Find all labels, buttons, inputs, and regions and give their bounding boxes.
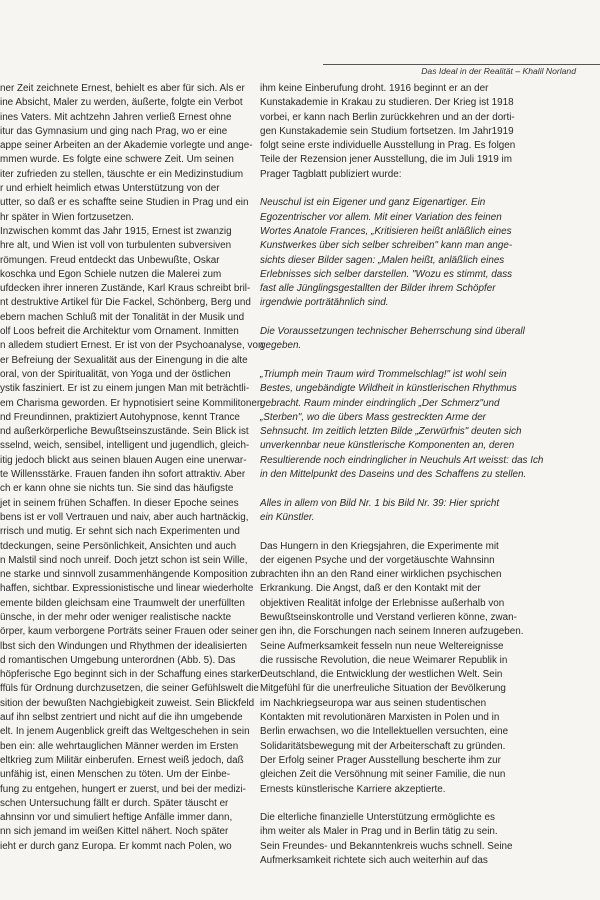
text-line: Der Erfolg seiner Prager Ausstellung bescherte ihm zur xyxy=(260,754,501,766)
quote-line: Resultierende noch eindringlicher in Neuchuls Art weisst: das Ich xyxy=(260,454,544,466)
text-line: mmen wurde. Es folgte eine schwere Zeit. Um seinen xyxy=(0,154,234,166)
text-line: eltkrieg zum Militär einberufen. Ernest weiß jedoch, daß xyxy=(0,754,244,766)
text-line: auf ihn selbst zentriert und nicht auf die ihn umgebende xyxy=(0,712,243,724)
paragraph-gap xyxy=(260,354,538,368)
text-line: ufdecken ihrer inneren Zustände, Karl Kraus schreibt bril- xyxy=(0,283,251,295)
text-line: ch er kann ohne sie nichts tun. Sie sind das häufigste xyxy=(0,483,234,495)
quote-line: sichts dieser Bilder sagen: „Malen heißt, anläßlich eines xyxy=(260,254,505,266)
text-line: ihm keine Einberufung droht. 1916 beginnt er an der xyxy=(260,83,489,94)
text-line: hr später in Wien fortzusetzen. xyxy=(0,211,134,223)
text-line: Prager Tagblatt publiziert wurde: xyxy=(260,168,402,180)
text-line: unfähig ist, einen Menschen zu töten. Um der Einbe- xyxy=(0,769,230,781)
text-line: iter zufrieden zu stellen, täuschte er ein Medizinstudium xyxy=(0,168,244,180)
text-line: objektiven Realität infolge der Erlebnisse außerhalb von xyxy=(260,597,505,609)
text-line: gen ihn, die Forschungen nach seinem Inneren aufzugeben. xyxy=(260,626,524,638)
text-line: ebern machen Schluß mit der Tonalität in der Musik und xyxy=(0,311,245,323)
text-line: sselnd, weich, sensibel, intelligent und jugendlich, gleich- xyxy=(0,440,250,452)
text-line: ben ein: alle wehrtauglichen Männer werden im Ersten xyxy=(0,740,239,752)
quote-line: Bestes, ungebändigte Wildheit in künstlerischen Rhythmus xyxy=(260,383,517,395)
quote-line: gegeben. xyxy=(260,340,302,352)
quote-line: irgendwie porträtähnlich sind. xyxy=(260,297,389,309)
text-line: Kunstakademie in Krakau zu studieren. Der Krieg ist 1918 xyxy=(260,97,514,109)
text-line: Solidaritätsbewegung mit der Arbeiterschaft zu gründen. xyxy=(260,740,506,752)
text-line: schen Untersuchung fällt er durch. Später täuscht er xyxy=(0,797,229,809)
text-line: ne starke und sinnvoll zusammenhängende Komposition zu xyxy=(0,569,261,581)
text-line: römungen. Freud entdeckt das Unbewußte, Oskar xyxy=(0,254,220,266)
paragraph-gap xyxy=(260,482,538,496)
text-line: nd Freundinnen, praktiziert Autohypnose, kennt Trance xyxy=(0,411,240,423)
text-line: lbst sich den Windungen und Rhythmen der idealisierten xyxy=(0,640,248,652)
text-line: itur das Gymnasium und ging nach Prag, wo er eine xyxy=(0,125,228,137)
text-line: ner Zeit zeichnete Ernest, behielt es aber für sich. Als er xyxy=(0,83,245,94)
text-line: nt destruktive Artikel für Die Fackel, Schönberg, Berg und xyxy=(0,297,251,309)
text-line: Sein Freundes- und Bekanntenkreis wuchs schnell. Seine xyxy=(260,840,513,852)
quote-line: Kunstwerkes über sich selber schreiben" kann man ange- xyxy=(260,240,513,252)
text-line: ine Absicht, Maler zu werden, äußerte, folgte ein Verbot xyxy=(0,97,243,109)
text-line: Die elterliche finanzielle Unterstützung ermöglichte es xyxy=(260,812,495,824)
header-rule xyxy=(323,64,600,65)
text-line: r und erhielt heimlich etwas Unterstützung von der xyxy=(0,183,220,195)
text-line: Inzwischen kommt das Jahr 1915, Ernest ist zwanzig xyxy=(0,225,232,237)
text-line: Aufmerksamkeit richtete sich auch weiterhin auf das xyxy=(260,855,488,867)
running-header: Das Ideal in der Realität – Khalil Norland xyxy=(421,66,576,76)
text-line: emente bilden gleichsam eine Traumwelt der unerfüllten xyxy=(0,597,245,609)
text-line: utter, so daß er es schaffte seine Studien in Prag und ein xyxy=(0,197,249,209)
text-line: ffüls für Ordnung durchzusetzen, die seiner Gefühlswelt die xyxy=(0,683,259,695)
text-line: nn sich jemand im weißen Kittel nähert. Noch später xyxy=(0,826,229,838)
quote-line: in den Mittelpunkt des Daseins und des Schaffens zu stellen. xyxy=(260,469,527,481)
text-line: ystik fasziniert. Er ist zu einem jungen Man mit beträchtli- xyxy=(0,383,250,395)
paragraph-gap xyxy=(260,182,538,196)
text-line: em Charisma geworden. Er hypnotisiert seine Kommilitonen xyxy=(0,397,263,409)
text-line: vorbei, er kann nach Berlin zurückkehren und an der dorti- xyxy=(260,111,515,123)
text-line: nd außerkörperliche Bewußtseinszustände. Sein Blick ist xyxy=(0,426,249,438)
quote-line: Alles in allem von Bild Nr. 1 bis Bild Nr. 39: Hier spricht xyxy=(260,497,500,509)
text-line: olf Loos befreit die Architektur vom Ornament. Inmitten xyxy=(0,326,239,338)
text-line: Seine Aufmerksamkeit fesseln nun neue Weltereignisse xyxy=(260,640,504,652)
quote-line: Die Voraussetzungen technischer Beherrschung sind überall xyxy=(260,326,525,338)
text-line: elt. In jenem Augenblick greift das Weltgeschehen in sein xyxy=(0,726,250,738)
text-line: fung zu entgehen, hungert er zuerst, und bei der medizi- xyxy=(0,783,246,795)
text-line: ünsche, in der mehr oder weniger realistische nackte xyxy=(0,611,232,623)
quote-line: Wortes Anatole Frances, „Kritisieren heißt anläßlich eines xyxy=(260,225,512,237)
text-line: ines Vaters. Mit achtzehn Jahren verließ Ernest ohne xyxy=(0,111,232,123)
text-line: ahnsinn vor und simuliert heftige Anfälle immer dann, xyxy=(0,812,233,824)
text-line: itig jedoch blickt aus seinen blauen Augen eine unerwar- xyxy=(0,454,247,466)
text-line: Teile der Rezension jener Ausstellung, die im Juli 1919 im xyxy=(260,154,512,166)
quote-line: Erlebnisses sich selber darstellen. "Wozu es stimmt, dass xyxy=(260,268,513,280)
quote-line: „Triumph mein Traum wird Trommelschlag!" ist wohl sein xyxy=(260,368,507,380)
paragraph-gap xyxy=(260,311,538,325)
text-line: n Malstil sind noch unreif. Doch jetzt schon ist sein Wille, xyxy=(0,554,248,566)
text-line: gleichen Zeit die Versöhnung mit seiner Familie, die nun xyxy=(260,769,506,781)
text-line: sition der bewußten Nachgiebigkeit zuweist. Sein Blickfeld xyxy=(0,697,255,709)
quote-line: fast alle Jünglingsgestallten der Bilder ihrem Schöpfer xyxy=(260,283,496,295)
text-line: d romantischen Umgebung unterordnen (Abb. 5). Das xyxy=(0,654,236,666)
text-line: folgt seine erste individuelle Ausstellung in Prag. Es folgen xyxy=(260,140,516,152)
quote-line: Neuschul ist ein Eigener und ganz Eigenartiger. Ein xyxy=(260,197,486,209)
left-column xyxy=(0,82,264,854)
text-line: Bewußtseinskontrolle und Verstand verlieren könne, zwan- xyxy=(260,611,517,623)
text-line: jet in seinem frühen Schaffen. In dieser Epoche seines xyxy=(0,497,239,509)
quote-line: Sehnsucht. Im zeitlich letzten Bilde „Zerwürfnis" deuten sich xyxy=(260,426,522,438)
text-line: Berlin erwachsen, wo die Intellektuellen versuchten, eine xyxy=(260,726,509,738)
text-line: koschka und Egon Schiele nutzen die Malerei zum xyxy=(0,268,222,280)
text-line: brachten ihn an den Rand einer wirklichen psychischen xyxy=(260,569,502,581)
text-line: Erkrankung. Die Angst, daß er den Kontakt mit der xyxy=(260,583,481,595)
text-line: ieht er durch ganz Europa. Er kommt nach Polen, wo xyxy=(0,840,232,852)
text-line: hre alt, und Wien ist voll von turbulenten subversiven xyxy=(0,240,232,252)
text-line: oral, von der Spiritualität, von Yoga und der östlichen xyxy=(0,368,231,380)
text-line: Mitgefühl für die unerfreuliche Situation der Bevölkerung xyxy=(260,683,506,695)
text-line: Kontakten mit revolutionären Marxisten in Polen und in xyxy=(260,712,500,724)
text-line: haffen, sichtbar. Expressionistische und linear wiederholte xyxy=(0,583,254,595)
text-line: appe seiner Arbeiten an der Akademie vorlegte und ange- xyxy=(0,140,253,152)
right-column xyxy=(260,82,544,868)
quote-line: „Sterben", wo die übers Mass gestreckten Arme der xyxy=(260,411,486,423)
text-line: Das Hungern in den Kriegsjahren, die Experimente mit xyxy=(260,540,499,552)
quote-line: ein Künstler. xyxy=(260,511,315,523)
text-line: n alledem studiert Ernest. Er ist von der Psychoanalyse, von xyxy=(0,340,264,352)
paragraph-gap xyxy=(260,797,538,811)
text-line: gen Kunstakademie sein Studium fortsetzen. Im Jahr1919 xyxy=(260,125,514,137)
text-line: ihm weiter als Maler in Prag und in Berlin tätig zu sein. xyxy=(260,826,498,838)
text-line: rrisch und mutig. Er sehnt sich nach Experimenten und xyxy=(0,526,240,538)
text-line: Ernests künstlerische Karriere akzeptierte. xyxy=(260,783,446,795)
text-line: der eigenen Psyche und der vorgetäuschte Wahnsinn xyxy=(260,554,495,566)
quote-line: unverkennbar neue künstlerische Komponenten an, deren xyxy=(260,440,515,452)
quote-line: gebracht. Raum minder eindringlich „Der Schmerz"und xyxy=(260,397,500,409)
text-line: höpferische Ego beginnt sich in der Schaffung eines starken xyxy=(0,669,263,681)
quote-line: Egozentrischer vor allem. Mit einer Variation des feinen xyxy=(260,211,502,223)
text-line: im Nachkriegseuropa war aus seinen studentischen xyxy=(260,697,487,709)
text-line: die russische Revolution, die neue Weimarer Republik in xyxy=(260,654,508,666)
text-line: er Befreiung der Sexualität aus der Einengung in die alte xyxy=(0,354,248,366)
text-line: Deutschland, die Entwicklung der westlichen Welt. Sein xyxy=(260,669,503,681)
text-line: örper, kaum verborgene Porträts seiner Frauen oder seiner xyxy=(0,626,258,638)
text-line: bens ist er voll Vertrauen und naiv, aber auch hartnäckig, xyxy=(0,511,249,523)
text-line: tdeckungen, seine Persönlichkeit, Ansichten und auch xyxy=(0,540,237,552)
text-line: te Willensstärke. Frauen fanden ihn sofort attraktiv. Aber xyxy=(0,469,246,481)
paragraph-gap xyxy=(260,525,538,539)
